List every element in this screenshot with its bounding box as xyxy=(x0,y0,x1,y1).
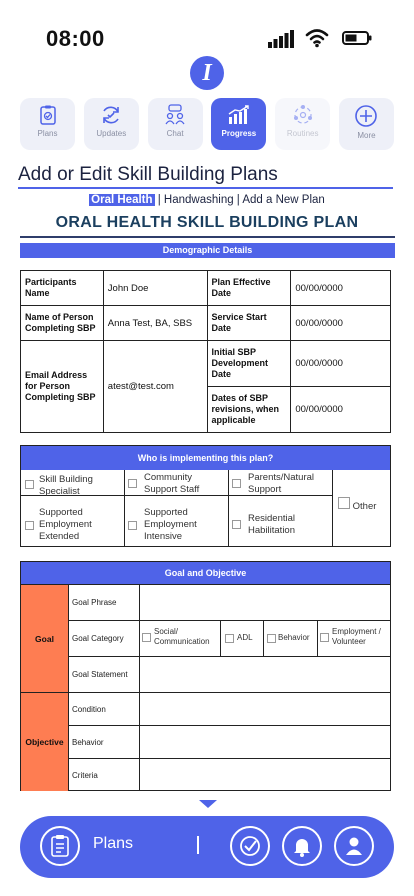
plus-circle-icon xyxy=(354,104,378,128)
bar-chart-icon xyxy=(226,104,252,126)
goal-statement-label: Goal Statement xyxy=(68,656,139,692)
tab-chat-label: Chat xyxy=(166,129,184,138)
goal-phrase-field[interactable] xyxy=(139,584,391,620)
criteria-label: Criteria xyxy=(68,758,139,791)
email-value[interactable]: atest@test.com xyxy=(103,341,207,433)
chat-people-icon xyxy=(164,104,186,126)
title-divider xyxy=(18,187,393,189)
goal-category-label: Goal Category xyxy=(68,620,139,656)
battery-icon xyxy=(342,31,372,45)
objective-section-label: Objective xyxy=(21,692,68,791)
progress-check-button[interactable] xyxy=(230,826,270,866)
grid-line xyxy=(332,470,333,547)
subnav-oral-health[interactable]: Oral Health xyxy=(91,194,153,206)
behavior-label: Behavior xyxy=(68,725,139,758)
tab-more[interactable] xyxy=(339,98,394,150)
condition-field[interactable] xyxy=(139,692,391,725)
grid-line xyxy=(124,470,125,547)
implementer-option[interactable]: Supported Employment Intensive xyxy=(128,507,226,543)
criteria-field[interactable] xyxy=(139,758,391,791)
checkbox[interactable] xyxy=(25,480,34,489)
grid-line xyxy=(228,470,229,547)
implementer-option[interactable]: Parents/Natural Support xyxy=(232,472,330,496)
tab-plans[interactable] xyxy=(20,98,75,150)
top-tab-bar xyxy=(20,98,394,150)
wifi-icon xyxy=(305,28,329,48)
tab-progress-label: Progress xyxy=(221,129,257,138)
subnav-add-new-plan[interactable]: Add a New Plan xyxy=(242,194,325,206)
service-start-label: Service Start Date xyxy=(207,306,291,341)
demographic-table xyxy=(20,270,391,433)
grid-line xyxy=(263,621,264,656)
completing-label: Name of Person Completing SBP xyxy=(21,306,104,341)
user-icon xyxy=(343,835,365,857)
subnav-handwashing[interactable]: Handwashing xyxy=(163,194,234,206)
implementing-section xyxy=(20,445,391,547)
grid-line xyxy=(317,621,318,656)
grid-line xyxy=(220,621,221,656)
goal-objective-header: Goal and Objective xyxy=(21,562,390,584)
implementer-option-other[interactable]: Other xyxy=(338,497,388,513)
goal-section-label: Goal xyxy=(21,584,68,692)
goal-category-field xyxy=(139,620,391,656)
tab-plans-label: Plans xyxy=(37,129,58,138)
condition-label: Condition xyxy=(68,692,139,725)
check-badge-icon xyxy=(238,834,262,858)
checkbox[interactable] xyxy=(25,521,34,530)
tab-progress[interactable] xyxy=(211,98,266,150)
tab-routines-label: Routines xyxy=(286,129,319,138)
plan-title: ORAL HEALTH SKILL BUILDING PLAN xyxy=(55,214,359,231)
category-option[interactable]: ADL xyxy=(225,633,253,643)
implementer-option[interactable]: Community Support Staff xyxy=(128,472,226,496)
goal-objective-section xyxy=(20,561,391,791)
plan-subnav xyxy=(0,194,414,206)
initial-development-value[interactable]: 00/00/0000 xyxy=(291,341,391,387)
subnav-separator: | xyxy=(154,194,164,206)
checkbox[interactable] xyxy=(128,479,137,488)
bottom-nav-divider xyxy=(197,836,199,854)
profile-button[interactable] xyxy=(334,826,374,866)
checkbox[interactable] xyxy=(128,521,137,530)
participants-label: Participants Name xyxy=(21,271,104,306)
bottom-nav-label: Plans xyxy=(93,835,134,852)
scroll-down-indicator[interactable] xyxy=(199,800,217,808)
checkbox[interactable] xyxy=(267,634,276,643)
tab-more-label: More xyxy=(357,131,376,140)
subnav-separator: | xyxy=(233,194,243,206)
category-option[interactable]: Social/ Communication xyxy=(142,627,220,647)
clipboard-list-icon xyxy=(49,834,71,858)
implementing-header: Who is implementing this plan? xyxy=(21,446,390,470)
tab-updates-label: Updates xyxy=(96,129,127,138)
goal-statement-field[interactable] xyxy=(139,656,391,692)
signal-icon xyxy=(268,30,294,48)
behavior-field[interactable] xyxy=(139,725,391,758)
service-start-value[interactable]: 00/00/0000 xyxy=(291,306,391,341)
status-time: 08:00 xyxy=(46,26,105,51)
implementer-option[interactable]: Skill Building Specialist xyxy=(25,474,121,498)
plans-nav-button[interactable] xyxy=(40,826,80,866)
checkbox[interactable] xyxy=(320,633,329,642)
plan-title-divider xyxy=(20,236,395,238)
checkbox[interactable] xyxy=(338,497,350,509)
tab-updates[interactable] xyxy=(84,98,139,150)
plan-effective-label: Plan Effective Date xyxy=(207,271,291,306)
checkbox[interactable] xyxy=(142,633,151,642)
category-option[interactable]: Behavior xyxy=(267,633,310,643)
revisions-value[interactable]: 00/00/0000 xyxy=(291,387,391,433)
routine-cycle-icon xyxy=(292,104,314,126)
initial-development-label: Initial SBP Development Date xyxy=(207,341,291,387)
category-option[interactable]: Employment / Volunteer xyxy=(320,627,392,647)
goal-phrase-label: Goal Phrase xyxy=(68,584,139,620)
page-title: Add or Edit Skill Building Plans xyxy=(18,164,278,185)
revisions-label: Dates of SBP revisions, when applicable xyxy=(207,387,291,433)
checkbox[interactable] xyxy=(232,520,241,529)
app-logo: I xyxy=(190,56,224,90)
checkbox[interactable] xyxy=(225,634,234,643)
bottom-nav xyxy=(20,816,394,878)
tab-routines[interactable] xyxy=(275,98,330,150)
tab-chat[interactable] xyxy=(148,98,203,150)
completing-value[interactable]: Anna Test, BA, SBS xyxy=(103,306,207,341)
implementer-option[interactable]: Supported Employment Extended xyxy=(25,507,121,543)
plan-effective-value[interactable]: 00/00/0000 xyxy=(291,271,391,306)
refresh-check-icon xyxy=(100,104,122,126)
participants-value[interactable]: John Doe xyxy=(103,271,207,306)
demographic-header: Demographic Details xyxy=(20,243,395,258)
clipboard-icon xyxy=(37,104,59,126)
implementer-option[interactable]: Residential Habilitation xyxy=(232,513,330,537)
bell-icon xyxy=(291,835,313,857)
checkbox[interactable] xyxy=(232,479,241,488)
email-label: Email Address for Person Completing SBP xyxy=(21,341,104,433)
notifications-button[interactable] xyxy=(282,826,322,866)
